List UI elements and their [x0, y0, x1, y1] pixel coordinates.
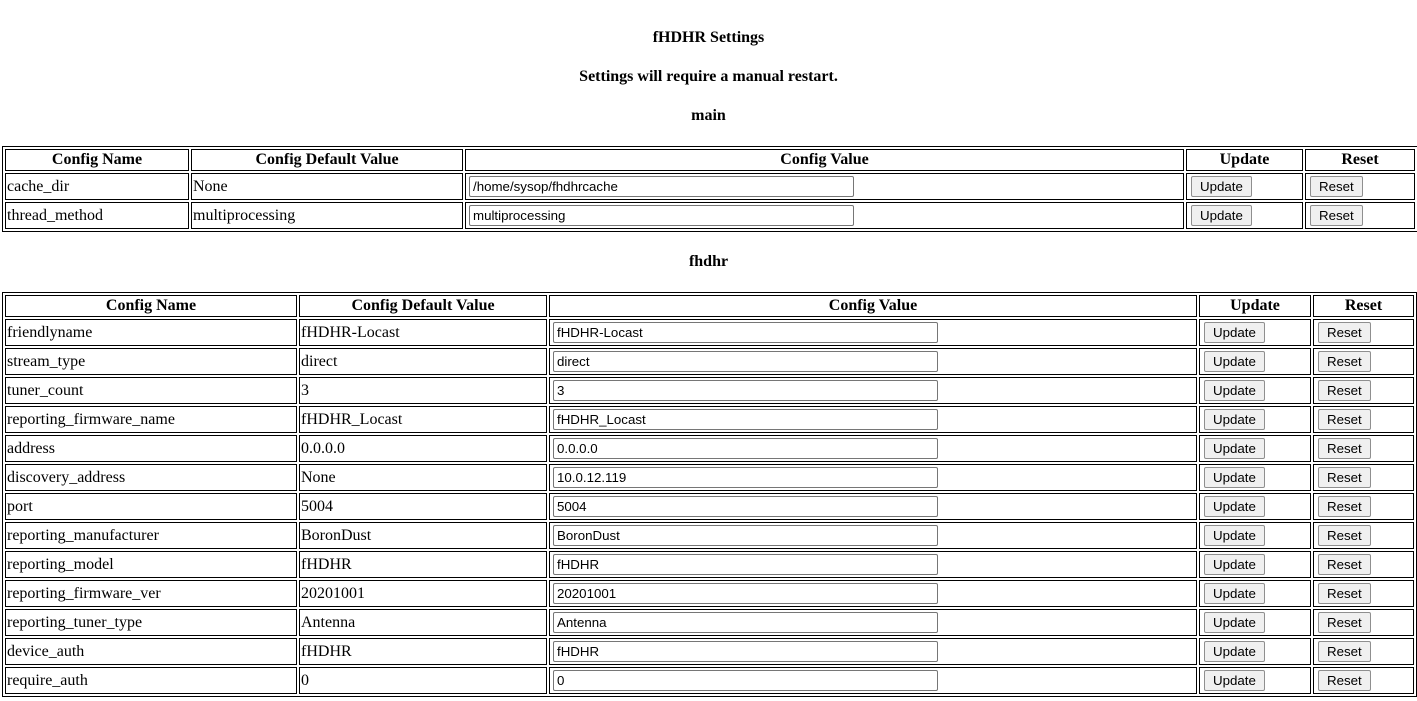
config-value-input[interactable] — [553, 525, 938, 546]
config-default-value-cell: None — [191, 173, 463, 200]
table-row — [5, 638, 1414, 665]
config-default-value-cell: 0 — [299, 667, 547, 694]
config-name-cell: device_auth — [5, 638, 297, 665]
config-default-value-cell: fHDHR_Locast — [299, 406, 547, 433]
config-default-value-cell: fHDHR — [299, 638, 547, 665]
config-value-cell — [549, 464, 1197, 491]
table-header-row — [5, 295, 1414, 317]
config-value-cell — [549, 377, 1197, 404]
column-header-reset: Reset — [1313, 295, 1414, 317]
table-row — [5, 377, 1414, 404]
update-cell — [1199, 377, 1311, 404]
settings-sections — [0, 107, 1417, 697]
update-button[interactable]: Update — [1204, 496, 1265, 517]
update-button[interactable]: Update — [1204, 467, 1265, 488]
update-button[interactable]: Update — [1204, 612, 1265, 633]
config-name-cell: friendlyname — [5, 319, 297, 346]
reset-cell — [1313, 406, 1414, 433]
config-default-value-cell: fHDHR-Locast — [299, 319, 547, 346]
update-cell — [1199, 348, 1311, 375]
column-header-update: Update — [1199, 295, 1311, 317]
reset-button[interactable]: Reset — [1318, 351, 1371, 372]
config-value-input[interactable] — [553, 641, 938, 662]
config-default-value-cell: multiprocessing — [191, 202, 463, 229]
config-value-cell — [465, 202, 1184, 229]
reset-cell — [1313, 580, 1414, 607]
update-button[interactable]: Update — [1204, 670, 1265, 691]
config-value-input[interactable] — [553, 467, 938, 488]
update-button[interactable]: Update — [1204, 380, 1265, 401]
config-value-input[interactable] — [553, 554, 938, 575]
config-name-cell: stream_type — [5, 348, 297, 375]
config-value-cell — [549, 435, 1197, 462]
config-value-input[interactable] — [553, 351, 938, 372]
update-cell — [1199, 609, 1311, 636]
update-cell — [1199, 319, 1311, 346]
reset-cell — [1313, 522, 1414, 549]
reset-cell — [1313, 377, 1414, 404]
config-default-value-cell: Antenna — [299, 609, 547, 636]
table-header-row — [5, 149, 1415, 171]
config-value-input[interactable] — [553, 322, 938, 343]
reset-button[interactable]: Reset — [1318, 612, 1371, 633]
reset-button[interactable]: Reset — [1318, 583, 1371, 604]
config-name-cell: reporting_manufacturer — [5, 522, 297, 549]
config-name-cell: require_auth — [5, 667, 297, 694]
update-cell — [1199, 464, 1311, 491]
config-value-cell — [549, 609, 1197, 636]
update-cell — [1199, 435, 1311, 462]
config-default-value-cell: 0.0.0.0 — [299, 435, 547, 462]
config-value-cell — [549, 319, 1197, 346]
config-value-input[interactable] — [553, 612, 938, 633]
update-button[interactable]: Update — [1204, 351, 1265, 372]
reset-button[interactable]: Reset — [1318, 525, 1371, 546]
config-name-cell: address — [5, 435, 297, 462]
page-title: fHDHR Settings — [652, 29, 765, 46]
config-value-cell — [549, 667, 1197, 694]
table-row — [5, 319, 1414, 346]
reset-cell — [1313, 638, 1414, 665]
config-default-value-cell: None — [299, 464, 547, 491]
config-default-value-cell: fHDHR — [299, 551, 547, 578]
update-cell — [1186, 202, 1303, 229]
reset-button[interactable]: Reset — [1318, 467, 1371, 488]
config-default-value-cell: 20201001 — [299, 580, 547, 607]
update-cell — [1199, 551, 1311, 578]
config-value-cell — [549, 580, 1197, 607]
config-name-cell: cache_dir — [5, 173, 189, 200]
table-row — [5, 435, 1414, 462]
reset-cell — [1313, 348, 1414, 375]
config-value-input[interactable] — [469, 176, 854, 197]
table-row — [5, 464, 1414, 491]
config-value-cell — [465, 173, 1184, 200]
config-value-cell — [549, 551, 1197, 578]
reset-cell — [1313, 464, 1414, 491]
table-row — [5, 173, 1415, 200]
config-value-cell — [549, 638, 1197, 665]
reset-cell — [1313, 551, 1414, 578]
update-cell — [1199, 522, 1311, 549]
update-cell — [1199, 406, 1311, 433]
config-name-cell: reporting_firmware_ver — [5, 580, 297, 607]
column-header-reset: Reset — [1305, 149, 1415, 171]
update-cell — [1199, 667, 1311, 694]
update-button[interactable]: Update — [1191, 205, 1252, 226]
config-value-input[interactable] — [553, 380, 938, 401]
config-default-value-cell: 3 — [299, 377, 547, 404]
update-cell — [1186, 173, 1303, 200]
config-name-cell: thread_method — [5, 202, 189, 229]
reset-button[interactable]: Reset — [1318, 322, 1371, 343]
section-heading: fhdhr — [688, 253, 729, 270]
config-value-input[interactable] — [553, 409, 938, 430]
config-name-cell: reporting_model — [5, 551, 297, 578]
update-cell — [1199, 493, 1311, 520]
table-row — [5, 522, 1414, 549]
update-button[interactable]: Update — [1204, 554, 1265, 575]
table-row — [5, 551, 1414, 578]
reset-button[interactable]: Reset — [1318, 438, 1371, 459]
reset-button[interactable]: Reset — [1318, 641, 1371, 662]
update-button[interactable]: Update — [1204, 641, 1265, 662]
config-value-input[interactable] — [553, 670, 938, 691]
config-name-cell: discovery_address — [5, 464, 297, 491]
reset-button[interactable]: Reset — [1318, 380, 1371, 401]
update-button[interactable]: Update — [1204, 583, 1265, 604]
update-button[interactable]: Update — [1204, 438, 1265, 459]
config-table — [2, 146, 1417, 232]
reset-button[interactable]: Reset — [1318, 496, 1371, 517]
table-row — [5, 348, 1414, 375]
update-button[interactable]: Update — [1204, 409, 1265, 430]
config-table — [2, 292, 1417, 697]
reset-button[interactable]: Reset — [1310, 176, 1363, 197]
reset-cell — [1313, 609, 1414, 636]
config-name-cell: port — [5, 493, 297, 520]
column-header-config-default-value: Config Default Value — [299, 295, 547, 317]
update-button[interactable]: Update — [1204, 525, 1265, 546]
reset-cell — [1313, 667, 1414, 694]
config-value-cell — [549, 406, 1197, 433]
config-value-input[interactable] — [553, 438, 938, 459]
config-value-cell — [549, 522, 1197, 549]
config-value-cell — [549, 493, 1197, 520]
reset-button[interactable]: Reset — [1318, 554, 1371, 575]
config-name-cell: reporting_firmware_name — [5, 406, 297, 433]
config-default-value-cell: 5004 — [299, 493, 547, 520]
update-button[interactable]: Update — [1204, 322, 1265, 343]
column-header-config-value: Config Value — [465, 149, 1184, 171]
column-header-config-name: Config Name — [5, 295, 297, 317]
config-default-value-cell: direct — [299, 348, 547, 375]
update-button[interactable]: Update — [1191, 176, 1252, 197]
reset-button[interactable]: Reset — [1318, 670, 1371, 691]
column-header-config-value: Config Value — [549, 295, 1197, 317]
table-row — [5, 406, 1414, 433]
config-value-input[interactable] — [553, 496, 938, 517]
config-value-cell — [549, 348, 1197, 375]
reset-cell — [1313, 319, 1414, 346]
reset-cell — [1305, 202, 1415, 229]
reset-cell — [1313, 493, 1414, 520]
reset-cell — [1305, 173, 1415, 200]
reset-button[interactable]: Reset — [1310, 205, 1363, 226]
config-default-value-cell: BoronDust — [299, 522, 547, 549]
table-row — [5, 493, 1414, 520]
column-header-update: Update — [1186, 149, 1303, 171]
section-heading: main — [691, 107, 726, 124]
reset-cell — [1313, 435, 1414, 462]
column-header-config-default-value: Config Default Value — [191, 149, 463, 171]
table-row — [5, 580, 1414, 607]
column-header-config-name: Config Name — [5, 149, 189, 171]
update-cell — [1199, 580, 1311, 607]
config-name-cell: reporting_tuner_type — [5, 609, 297, 636]
config-value-input[interactable] — [553, 583, 938, 604]
reset-button[interactable]: Reset — [1318, 409, 1371, 430]
config-name-cell: tuner_count — [5, 377, 297, 404]
page-subtitle: Settings will require a manual restart. — [579, 68, 838, 85]
table-row — [5, 609, 1414, 636]
table-row — [5, 202, 1415, 229]
update-cell — [1199, 638, 1311, 665]
config-value-input[interactable] — [469, 205, 854, 226]
table-row — [5, 667, 1414, 694]
